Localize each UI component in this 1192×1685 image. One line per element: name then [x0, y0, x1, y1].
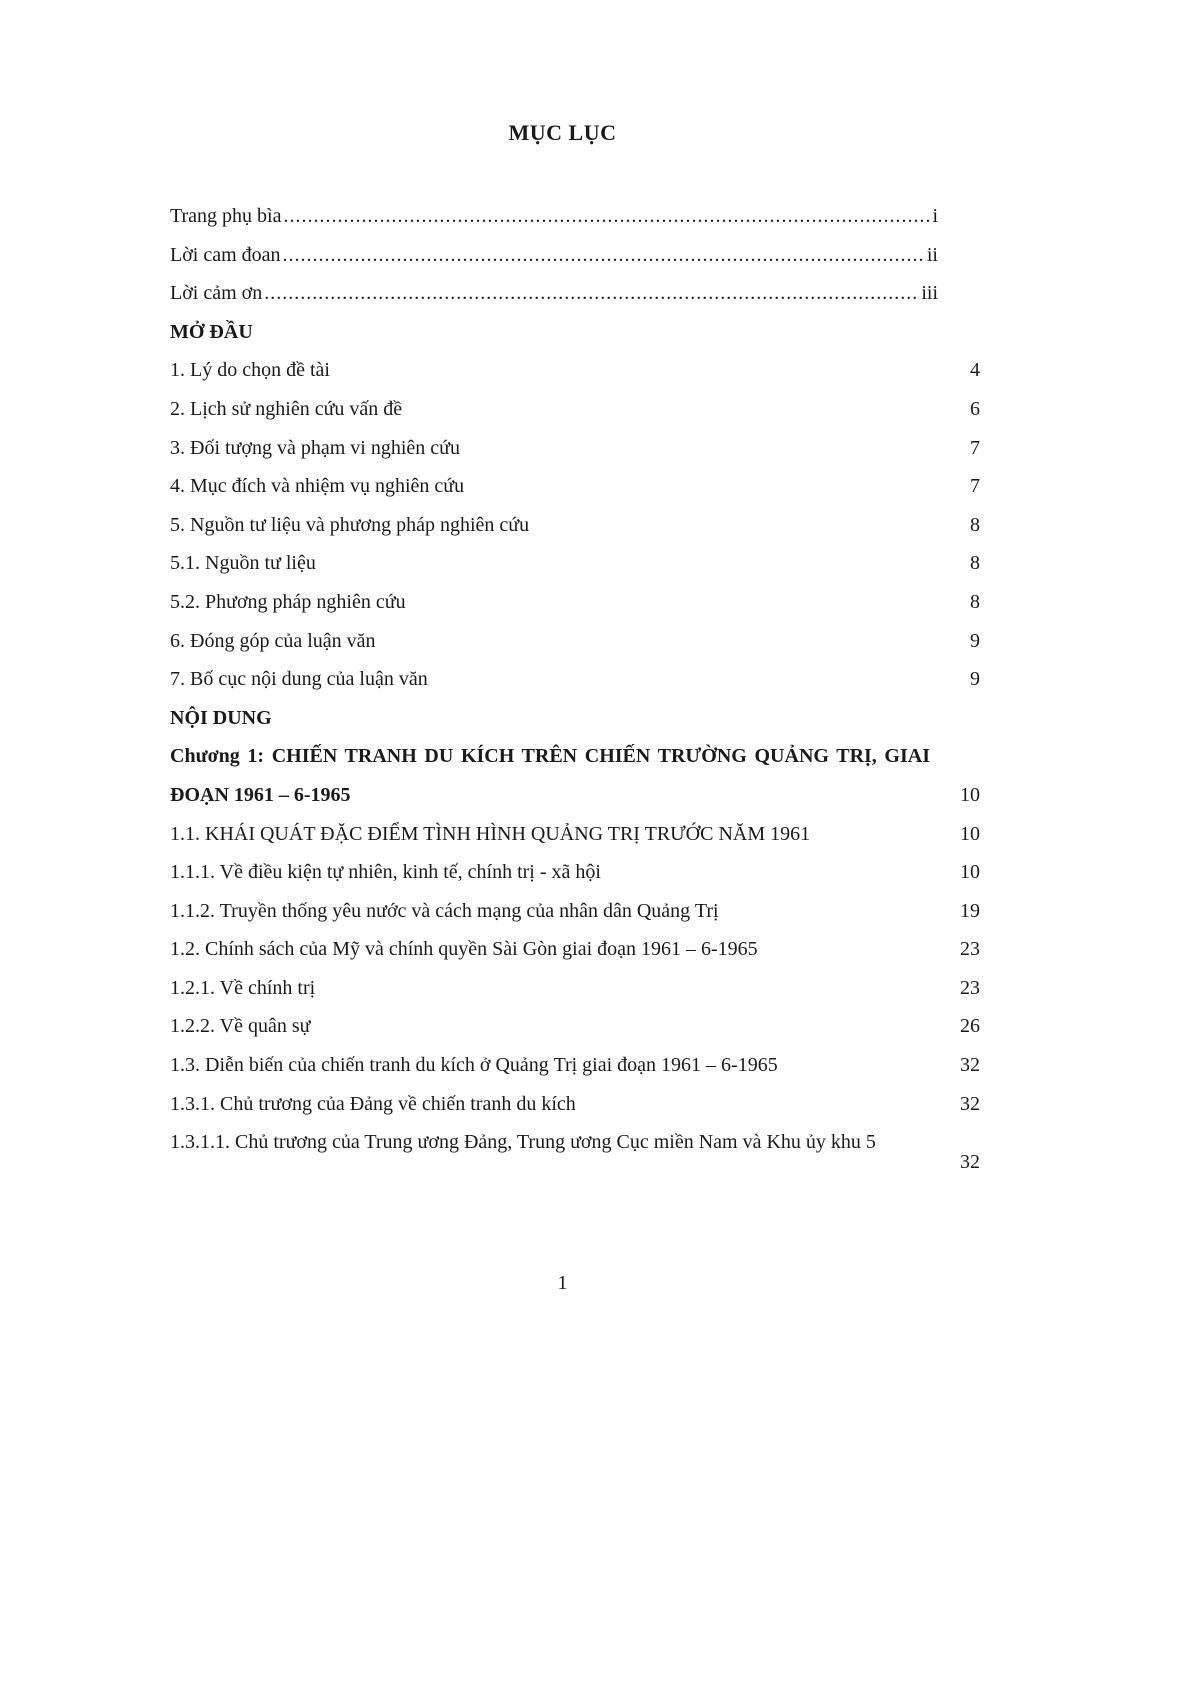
toc-entry[interactable]	[170, 1007, 980, 1046]
toc-title: MỤC LỤC	[508, 120, 617, 145]
toc-entry-label: 2. Lịch sử nghiên cứu vấn đề	[170, 397, 403, 420]
toc-entry-page: 9	[970, 629, 980, 652]
toc-entry-label: 5.1. Nguồn tư liệu	[170, 552, 316, 575]
toc-entry-page: 8	[970, 513, 980, 536]
toc-entry-label: 1.2. Chính sách của Mỹ và chính quyền Sài Gòn giai đoạn 1961 – 6-1965	[170, 938, 758, 961]
toc-entry-label: 1.3.1.1. Chủ trương của Trung ương Đảng, Trung ương Cục miền Nam và Khu ủy khu 5	[170, 1131, 876, 1154]
toc-entry-label: Trang phụ bìa	[170, 205, 282, 227]
toc-entry-page: 7	[970, 436, 980, 459]
toc-entry-label: 1.3. Diễn biến của chiến tranh du kích ở Quảng Trị giai đoạn 1961 – 6-1965	[170, 1054, 778, 1077]
toc-heading-content	[170, 699, 980, 738]
toc-entry[interactable]	[170, 506, 980, 545]
toc-entry[interactable]	[170, 622, 980, 661]
toc-entry-declaration[interactable]	[170, 236, 938, 275]
table-of-contents	[170, 197, 980, 1200]
dot-leader	[283, 236, 925, 275]
toc-entry-label: Lời cảm ơn	[170, 282, 263, 305]
toc-entry-label: 6. Đóng góp của luận văn	[170, 629, 376, 652]
toc-entry-page: i	[932, 205, 938, 227]
toc-entry-label: 5. Nguồn tư liệu và phương pháp nghiên cứu	[170, 513, 530, 536]
toc-entry-label: 1.2.1. Về chính trị	[170, 976, 316, 999]
toc-entry-label: 1.1. KHÁI QUÁT ĐẶC ĐIỂM TÌNH HÌNH QUẢNG TRỊ TRƯỚC NĂM 1961	[170, 822, 811, 845]
dot-leader	[264, 274, 919, 313]
toc-entry-page: 8	[970, 552, 980, 575]
section-heading: NỘI DUNG	[170, 706, 272, 729]
toc-entry[interactable]	[170, 969, 980, 1008]
toc-entry-wrapped[interactable]	[170, 1123, 980, 1200]
toc-entry-label: 1.2.2. Về quân sự	[170, 1015, 311, 1038]
toc-entry-page: 10	[960, 861, 980, 884]
toc-entry-front-cover[interactable]	[170, 197, 938, 236]
dot-leader	[283, 197, 930, 236]
page-number: 1	[557, 1272, 568, 1294]
toc-entry[interactable]	[170, 930, 980, 969]
toc-entry-label: 5.2. Phương pháp nghiên cứu	[170, 590, 406, 613]
section-heading: MỞ ĐẦU	[170, 320, 253, 343]
toc-entry-label: 1.3.1. Chủ trương của Đảng về chiến tranh du kích	[170, 1092, 576, 1115]
toc-entry-page: 26	[960, 1015, 980, 1038]
toc-entry[interactable]	[170, 583, 980, 622]
toc-entry-page: 10	[960, 822, 980, 845]
toc-entry[interactable]	[170, 1085, 980, 1124]
toc-entry-acknowledgements[interactable]	[170, 274, 938, 313]
toc-entry-page: iii	[921, 282, 938, 305]
toc-entry[interactable]	[170, 351, 980, 390]
toc-entry[interactable]	[170, 660, 980, 699]
toc-entry-page: ii	[926, 243, 938, 266]
chapter-title: Chương 1: CHIẾN TRANH DU KÍCH TRÊN CHIẾN TRƯỜNG QUẢNG TRỊ, GIAI ĐOẠN 1961 – 6-1965	[170, 745, 930, 806]
toc-entry[interactable]	[170, 892, 980, 931]
toc-entry-page: 9	[970, 668, 980, 691]
toc-entry-page: 23	[960, 938, 980, 961]
toc-entry-chapter-1[interactable]	[170, 737, 980, 814]
toc-entry[interactable]	[170, 1046, 980, 1085]
toc-entry-page: 23	[960, 976, 980, 999]
toc-entry-page: 10	[960, 783, 980, 806]
toc-entry-page: 8	[970, 590, 980, 613]
toc-entry-page: 32	[960, 1150, 980, 1173]
toc-entry-label: Lời cam đoan	[170, 243, 281, 266]
toc-entry[interactable]	[170, 544, 980, 583]
toc-entry[interactable]	[170, 853, 980, 892]
toc-entry-page: 19	[960, 899, 980, 922]
toc-entry-label: 1. Lý do chọn đề tài	[170, 359, 330, 382]
toc-entry-label: 1.1.1. Về điều kiện tự nhiên, kinh tế, chính trị - xã hội	[170, 861, 601, 884]
toc-heading-intro	[170, 313, 980, 352]
toc-entry-page: 6	[970, 397, 980, 420]
toc-entry-page: 4	[970, 359, 980, 382]
toc-entry[interactable]	[170, 467, 980, 506]
toc-entry-page: 32	[960, 1054, 980, 1077]
toc-entry[interactable]	[170, 815, 980, 854]
toc-entry[interactable]	[170, 390, 980, 429]
toc-entry-label: 1.1.2. Truyền thống yêu nước và cách mạng của nhân dân Quảng Trị	[170, 899, 719, 922]
toc-entry-page: 32	[960, 1092, 980, 1115]
toc-entry[interactable]	[170, 429, 980, 468]
toc-entry-page: 7	[970, 475, 980, 498]
toc-entry-label: 7. Bố cục nội dung của luận văn	[170, 668, 428, 691]
toc-entry-label: 4. Mục đích và nhiệm vụ nghiên cứu	[170, 475, 465, 498]
toc-entry-label: 3. Đối tượng và phạm vi nghiên cứu	[170, 436, 460, 459]
